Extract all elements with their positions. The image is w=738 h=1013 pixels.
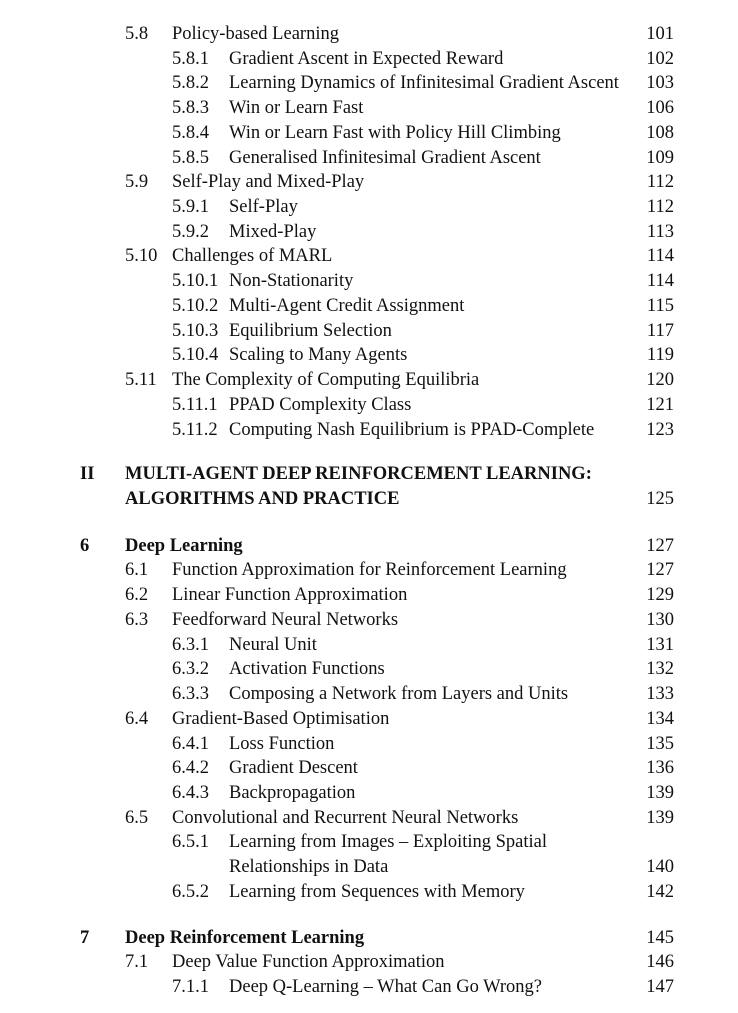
- section-number: 6.3.3: [172, 684, 209, 704]
- section-title: Challenges of MARL: [172, 246, 333, 266]
- section-number: 5.9.2: [172, 222, 209, 242]
- section-number: 5.10.4: [172, 345, 219, 365]
- section-title: Multi-Agent Credit Assignment: [229, 296, 465, 316]
- page-number: 132: [646, 659, 674, 679]
- section-number: 5.8: [125, 24, 149, 44]
- section-number: 5.8.4: [172, 123, 209, 143]
- page-number: 123: [646, 420, 674, 440]
- section-number: 7.1.1: [172, 977, 209, 997]
- section-number: 5.8.1: [172, 49, 209, 69]
- page-number: 120: [646, 370, 674, 390]
- toc-entry-5-9-1: [0, 195, 738, 219]
- section-title: Feedforward Neural Networks: [172, 610, 399, 630]
- section-number: 5.11: [125, 370, 157, 390]
- page-number: 125: [646, 489, 674, 509]
- page-number: 127: [646, 560, 674, 580]
- page-number: 112: [646, 197, 674, 217]
- section-title: Gradient Descent: [229, 758, 358, 778]
- page-number: 106: [646, 98, 674, 118]
- section-title: The Complexity of Computing Equilibria: [172, 370, 480, 390]
- toc-entry-6-3-2: [0, 657, 738, 681]
- page-number: 135: [646, 734, 674, 754]
- section-title: PPAD Complexity Class: [229, 395, 412, 415]
- page-number: 119: [646, 345, 674, 365]
- section-number: 6.3.2: [172, 659, 209, 679]
- toc-entry-6-4-3: [0, 781, 738, 805]
- page-number: 146: [646, 952, 674, 972]
- part-number: II: [80, 464, 95, 484]
- page-number: 136: [646, 758, 674, 778]
- page-number: 134: [646, 709, 674, 729]
- section-title: Scaling to Many Agents: [229, 345, 408, 365]
- toc-entry-6-4-2: [0, 756, 738, 780]
- toc-entry-5-10-4: [0, 343, 738, 367]
- section-title: Equilibrium Selection: [229, 321, 392, 341]
- section-number: 5.11.2: [172, 420, 218, 440]
- page-number: 145: [646, 928, 674, 948]
- section-title: Activation Functions: [229, 659, 385, 679]
- part-title-line-2: ALGORITHMS AND PRACTICE: [125, 489, 400, 509]
- section-number: 6.4.3: [172, 783, 209, 803]
- toc-entry-7-1: [0, 950, 738, 974]
- page-number: 101: [646, 24, 674, 44]
- toc-entry-5-8-2: [0, 71, 738, 95]
- section-title: Gradient Ascent in Expected Reward: [229, 49, 504, 69]
- page-number: 102: [646, 49, 674, 69]
- section-number: 6.4.1: [172, 734, 209, 754]
- toc-entry-6-5-1-line-2: [0, 855, 738, 879]
- toc-entry-5-9: [0, 170, 738, 194]
- toc-entry-6-1: [0, 558, 738, 582]
- section-title: Computing Nash Equilibrium is PPAD-Complete: [229, 420, 595, 440]
- toc-chapter-7: [0, 926, 738, 950]
- toc-entry-5-11-1: [0, 393, 738, 417]
- section-number: 6.4.2: [172, 758, 209, 778]
- page-number: 127: [646, 536, 674, 556]
- page-number: 121: [646, 395, 674, 415]
- section-title-line-1: Learning from Images – Exploiting Spatial: [229, 832, 548, 852]
- page-number: 131: [646, 635, 674, 655]
- toc-entry-6-4-1: [0, 732, 738, 756]
- section-number: 6.4: [125, 709, 149, 729]
- section-number: 6.5.2: [172, 882, 209, 902]
- section-title: Composing a Network from Layers and Units: [229, 684, 569, 704]
- section-title: Policy-based Learning: [172, 24, 339, 44]
- section-number: 5.11.1: [172, 395, 218, 415]
- toc-entry-5-8-5: [0, 146, 738, 170]
- section-title: Non-Stationarity: [229, 271, 354, 291]
- toc-entry-5-9-2: [0, 220, 738, 244]
- toc-entry-5-8: [0, 22, 738, 46]
- toc-entry-5-11-2: [0, 418, 738, 442]
- toc-entry-6-5: [0, 806, 738, 830]
- chapter-title: Deep Reinforcement Learning: [125, 928, 365, 948]
- section-number: 6.1: [125, 560, 149, 580]
- section-title: Deep Value Function Approximation: [172, 952, 445, 972]
- chapter-number: 7: [80, 928, 90, 948]
- section-number: 5.10.2: [172, 296, 219, 316]
- page-number: 109: [646, 148, 674, 168]
- toc-entry-5-8-3: [0, 96, 738, 120]
- toc-entry-6-3: [0, 608, 738, 632]
- part-title-line-1: MULTI-AGENT DEEP REINFORCEMENT LEARNING:: [125, 464, 592, 484]
- toc-entry-5-10-2: [0, 294, 738, 318]
- page-number: 113: [646, 222, 674, 242]
- section-title-line-2: Relationships in Data: [229, 857, 389, 877]
- section-number: 5.8.5: [172, 148, 209, 168]
- section-title: Deep Q-Learning – What Can Go Wrong?: [229, 977, 542, 997]
- toc-entry-6-5-2: [0, 880, 738, 904]
- section-title: Neural Unit: [229, 635, 317, 655]
- section-title: Win or Learn Fast: [229, 98, 364, 118]
- section-title: Learning Dynamics of Infinitesimal Gradient Ascent: [229, 73, 619, 93]
- page-number: 114: [646, 271, 674, 291]
- page-number: 115: [646, 296, 674, 316]
- page-number: 139: [646, 783, 674, 803]
- toc-entry-6-5-1: [0, 830, 738, 854]
- section-title: Win or Learn Fast with Policy Hill Climbing: [229, 123, 561, 143]
- chapter-title: Deep Learning: [125, 536, 243, 556]
- page-number: 142: [646, 882, 674, 902]
- section-number: 6.3.1: [172, 635, 209, 655]
- toc-entry-5-10-3: [0, 319, 738, 343]
- page-number: 147: [646, 977, 674, 997]
- section-number: 5.10.3: [172, 321, 219, 341]
- page-number: 139: [646, 808, 674, 828]
- toc-entry-5-11: [0, 368, 738, 392]
- toc-entry-6-3-3: [0, 682, 738, 706]
- section-number: 6.3: [125, 610, 149, 630]
- section-number: 5.9.1: [172, 197, 209, 217]
- section-title: Self-Play: [229, 197, 298, 217]
- toc-entry-6-4: [0, 707, 738, 731]
- page-number: 114: [646, 246, 674, 266]
- section-title: Mixed-Play: [229, 222, 317, 242]
- page-number: 112: [646, 172, 674, 192]
- page-number: 133: [646, 684, 674, 704]
- toc-entry-7-1-1: [0, 975, 738, 999]
- section-title: Function Approximation for Reinforcement Learning: [172, 560, 567, 580]
- section-title: Gradient-Based Optimisation: [172, 709, 390, 729]
- page-number: 129: [646, 585, 674, 605]
- page-number: 140: [646, 857, 674, 877]
- toc-part-ii-line-2: [0, 487, 738, 511]
- page-number: 117: [646, 321, 674, 341]
- section-title: Backpropagation: [229, 783, 356, 803]
- toc-entry-5-10-1: [0, 269, 738, 293]
- section-number: 7.1: [125, 952, 149, 972]
- section-number: 5.8.3: [172, 98, 209, 118]
- toc-part-ii: [0, 462, 738, 486]
- section-title: Linear Function Approximation: [172, 585, 408, 605]
- section-title: Generalised Infinitesimal Gradient Ascent: [229, 148, 541, 168]
- page-number: 103: [646, 73, 674, 93]
- section-title: Loss Function: [229, 734, 335, 754]
- toc-entry-5-8-1: [0, 47, 738, 71]
- section-number: 6.5.1: [172, 832, 209, 852]
- section-title: Convolutional and Recurrent Neural Networks: [172, 808, 519, 828]
- toc-entry-5-10: [0, 244, 738, 268]
- toc-entry-6-3-1: [0, 633, 738, 657]
- section-number: 5.9: [125, 172, 149, 192]
- toc-chapter-6: [0, 534, 738, 558]
- chapter-number: 6: [80, 536, 90, 556]
- page-number: 108: [646, 123, 674, 143]
- section-number: 5.10.1: [172, 271, 219, 291]
- toc-entry-5-8-4: [0, 121, 738, 145]
- section-title: Self-Play and Mixed-Play: [172, 172, 365, 192]
- section-number: 5.8.2: [172, 73, 209, 93]
- section-number: 5.10: [125, 246, 158, 266]
- page-number: 130: [646, 610, 674, 630]
- section-number: 6.2: [125, 585, 149, 605]
- section-number: 6.5: [125, 808, 149, 828]
- toc-entry-6-2: [0, 583, 738, 607]
- section-title: Learning from Sequences with Memory: [229, 882, 525, 902]
